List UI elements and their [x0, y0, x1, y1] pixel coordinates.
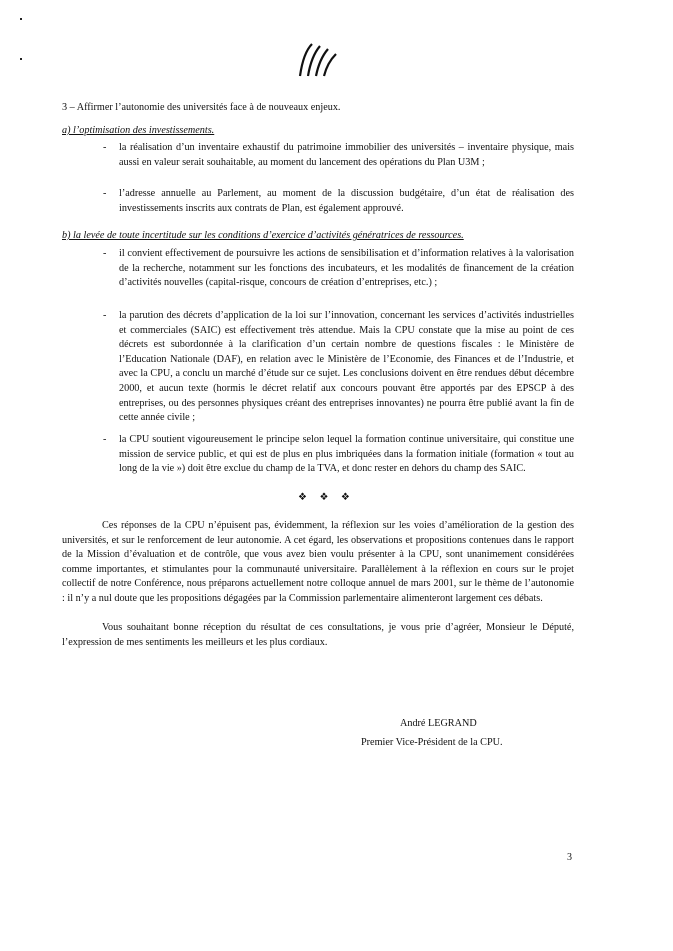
bullet-dash: -	[103, 142, 107, 153]
scan-speck	[20, 18, 22, 20]
bullet-dash: -	[103, 248, 107, 259]
conclusion-paragraph-2: Vous souhaitant bonne réception du résultat de ces consultations, je vous prie d’agréer, Monsieur le Député, l’expression de mes sentiments les meilleurs et les plus cordiaux.	[62, 622, 574, 648]
part-b-bullet-2: la parution des décrets d’application de la loi sur l’innovation, concernant les services d’activités industrielles et commerciales (SAIC) est effectivement très attendue. Mais la CPU constate que la mise au point de ces décrets est subordonnée à la clarification d’un certain nombre de questions fiscales : le Ministère de l’Education Nationale (DAF), en relation avec le Ministère de l’Economie, des Finances et de l’Industrie, et avec la CPU, a conclu un marché d’étude sur ce sujet. Les conclusions doivent en être rendues début décembre 2000, et aucun texte (hormis le décret relatif aux concours pouvant être apportés par des EPSCP à des entreprises, ou des personnes physiques créant des entreprises innovantes) ne pourra être publié avant la fin de cette année civile ;	[119, 310, 574, 424]
bullet-dash: -	[103, 434, 107, 445]
page-number: 3	[567, 852, 572, 863]
part-b-bullet-3: la CPU soutient vigoureusement le principe selon lequel la formation continue universitaire, qui constitue une mission de service public, et qui est de plus en plus imbriquées dans la formation initiale (formation « tout au long de la vie ») doit être exclue du champ de la TVA, et donc rester en dehors du champ des SAIC.	[119, 434, 574, 475]
scan-speck	[20, 58, 22, 60]
section-title: 3 – Affirmer l’autonomie des universités face à de nouveaux enjeux.	[62, 102, 341, 113]
part-b-bullet-1: il convient effectivement de poursuivre les actions de sensibilisation et d’information relatives à la valorisation de la recherche, notamment sur les fonctions des incubateurs, et les modalités de financement de la création d’activités nouvelles (capital-risque, concours de création d’entreprises, etc.) ;	[119, 248, 574, 289]
part-a-bullet-1: la réalisation d’un inventaire exhaustif du patrimoine immobilier des universités – inventaire physique, mais aussi en valeur serait souhaitable, au moment du lancement des opérations du Plan U3M ;	[119, 142, 574, 168]
bullet-dash: -	[103, 310, 107, 321]
signature-role: Premier Vice-Président de la CPU.	[361, 737, 503, 748]
conclusion-paragraph-1: Ces réponses de la CPU n’épuisent pas, évidemment, la réflexion sur les voies d’amélioration de la gestion des universités, et sur le renforcement de leur autonomie. A cet égard, les observations et propositions contenues dans le rapport de la Mission d’évaluation et de contrôle, que vous avez bien voulu présenter à la CPU, sont unanimement considérées comme importantes, et stimulantes pour la communauté universitaire. Parallèlement à la réflexion en cours sur le projet collectif de notre Conférence, nous préparons actuellement notre colloque annuel de mars 2001, sur le thème de l’autonomie : il n’y a nul doute que les propositions dégagées par la Commission parlementaire alimenteront largement ces débats.	[62, 520, 574, 604]
signature-name: André LEGRAND	[400, 718, 477, 729]
university-conference-logo-icon	[296, 40, 344, 78]
part-b-heading: b) la levée de toute incertitude sur les conditions d’exercice d’activités génératrices de ressources.	[62, 230, 464, 241]
part-a-bullet-2: l’adresse annuelle au Parlement, au moment de la discussion budgétaire, d’un état de réalisation des investissements inscrits aux contrats de Plan, est également approuvé.	[119, 188, 574, 214]
section-separator: ❖ ❖ ❖	[298, 492, 355, 503]
bullet-dash: -	[103, 188, 107, 199]
part-a-heading: a) l’optimisation des investissements.	[62, 125, 215, 136]
